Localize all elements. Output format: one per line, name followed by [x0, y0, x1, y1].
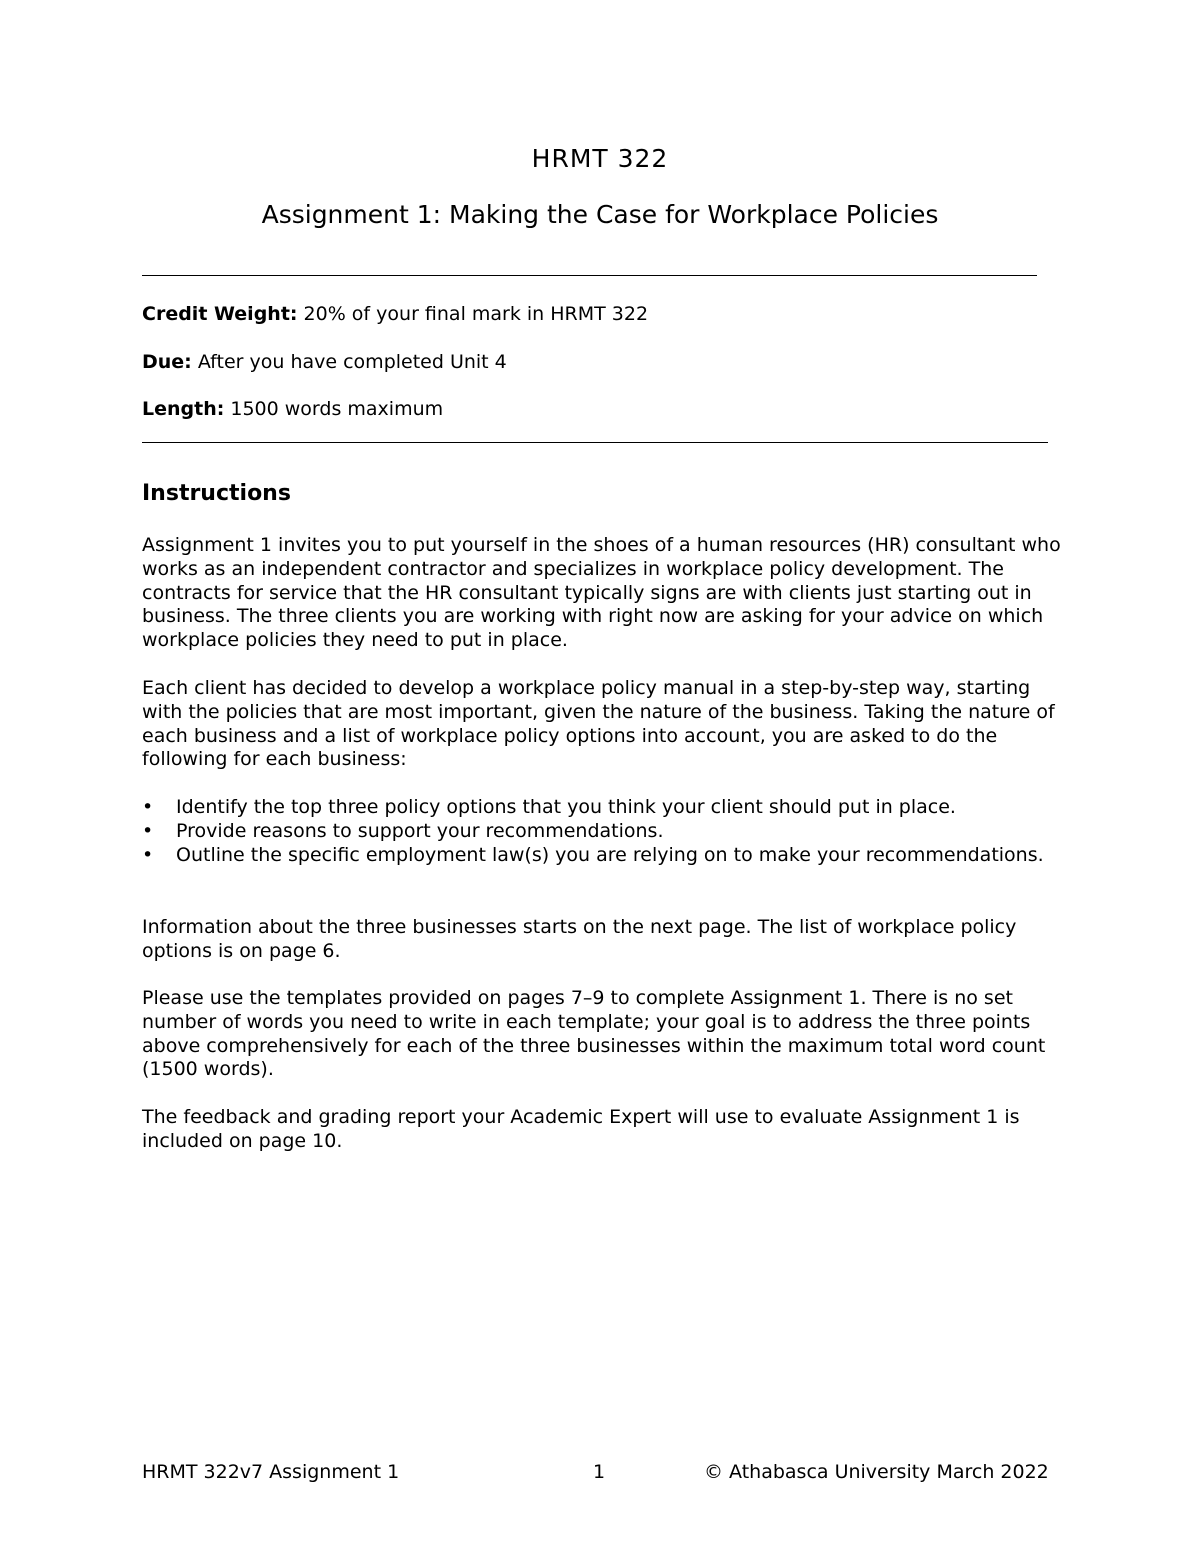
list-item: [142, 820, 1072, 844]
due-line: [142, 351, 507, 373]
due-value: After you have completed Unit 4: [191, 351, 507, 373]
instructions-paragraph-2: Each client has decided to develop a workplace policy manual in a step-by-step way, starting with the policies that are most important, given the nature of the business. Taking the nature of each business and a list of workplace policy options into account, you are asked to do the following for each business:: [142, 677, 1055, 771]
bottom-divider: [142, 442, 1048, 443]
credit-weight-label: Credit Weight:: [142, 303, 298, 325]
document-title: Assignment 1: Making the Case for Workplace Policies: [261, 200, 939, 229]
instructions-paragraph-4: Please use the templates provided on pages 7–9 to complete Assignment 1. There is no set number of words you need to write in each template; your goal is to address the three points above comprehensively for each of the three businesses within the maximum total word count (1500 words).: [142, 987, 1046, 1081]
credit-weight-line: [142, 303, 648, 325]
length-label: Length:: [142, 398, 225, 420]
instructions-paragraph-3: Information about the three businesses starts on the next page. The list of workplace policy options is on page 6.: [142, 916, 1017, 962]
footer-copyright: © Athabasca University March 2022: [704, 1461, 1049, 1483]
bullet-icon: •: [142, 796, 154, 818]
footer-page-number: 1: [593, 1461, 606, 1483]
instructions-paragraph-5: The feedback and grading report your Academic Expert will use to evaluate Assignment 1 is included on page 10.: [142, 1106, 1020, 1152]
task-bullet-list: [142, 796, 1072, 867]
instructions-paragraph-1: Assignment 1 invites you to put yourself in the shoes of a human resources (HR) consultant who works as an independent contractor and specializes in workplace policy development. The contracts for service that the HR consultant typically signs are with clients just starting out in business. The three clients you are working with right now are asking for your advice on which workplace policies they need to put in place.: [142, 534, 1061, 652]
credit-weight-value: 20% of your final mark in HRMT 322: [297, 303, 649, 325]
list-item: [142, 796, 1072, 820]
list-item: [142, 844, 1072, 868]
due-label: Due:: [142, 351, 192, 373]
length-line: [142, 398, 443, 420]
bullet-text: Provide reasons to support your recommendations.: [176, 819, 664, 842]
bullet-icon: •: [142, 819, 154, 842]
top-divider: [142, 275, 1037, 276]
length-value: 1500 words maximum: [224, 398, 444, 420]
course-code: HRMT 322: [531, 144, 669, 173]
footer-document-id: HRMT 322v7 Assignment 1: [142, 1461, 400, 1483]
bullet-text: Identify the top three policy options that you think your client should put in place.: [176, 796, 956, 818]
bullet-icon: •: [142, 843, 154, 866]
instructions-heading: Instructions: [142, 481, 291, 506]
bullet-text: Outline the specific employment law(s) you are relying on to make your recommendations.: [176, 843, 1044, 866]
